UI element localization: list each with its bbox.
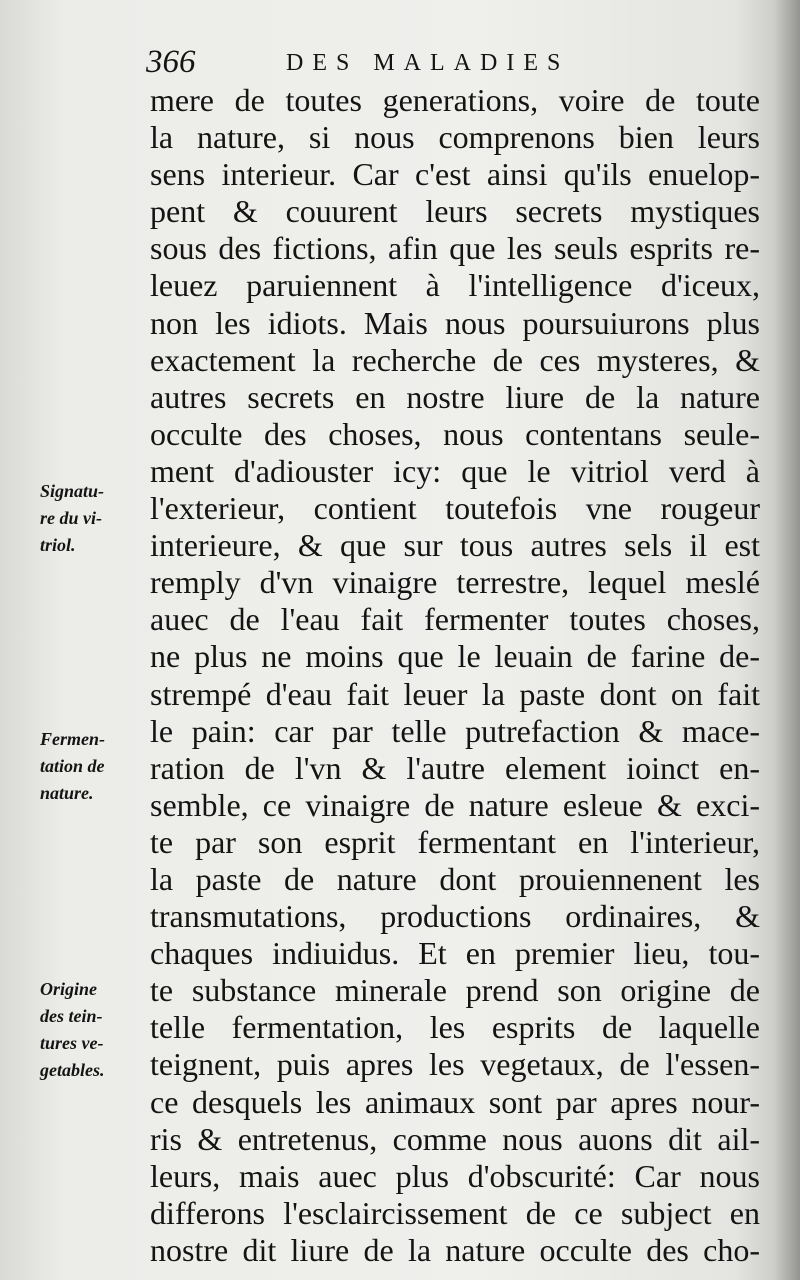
text-line: chaques indiuidus. Et en premier lieu, tou-: [150, 935, 760, 972]
text-line: teignent, puis apres les vegetaux, de l'essen-: [150, 1046, 760, 1083]
margin-note-line: tures ve-: [40, 1033, 104, 1053]
text-line: transmutations, productions ordinaires, &: [150, 898, 760, 935]
text-line: strempé d'eau fait leuer la paste dont on fait: [150, 675, 760, 712]
margin-note-line: getables.: [40, 1060, 105, 1080]
margin-note-line: Origine: [40, 979, 98, 999]
text-line: ne plus ne moins que le leuain de farine de-: [150, 638, 760, 675]
text-line: la paste de nature dont prouiennenent les: [150, 860, 760, 897]
text-line: telle fermentation, les esprits de laquelle: [150, 1009, 760, 1046]
margin-note-line: re du vi-: [40, 508, 102, 528]
margin-note-line: des tein-: [40, 1006, 103, 1026]
page-edge-shadow: [774, 0, 800, 1280]
text-line: la nature, si nous comprenons bien leurs: [150, 119, 760, 156]
text-line: sens interieur. Car c'est ainsi qu'ils enuelop-: [150, 156, 760, 193]
running-head: DES MALADIES: [286, 50, 570, 76]
margin-note-line: Fermen-: [40, 729, 105, 749]
text-line: mere de toutes generations, voire de toute: [150, 82, 760, 118]
page-number: 366: [146, 44, 196, 80]
text-line: leuez paruiennent à l'intelligence d'iceux,: [150, 267, 760, 304]
text-line: interieure, & que sur tous autres sels il est: [150, 527, 760, 564]
text-line: sous des fictions, afin que les seuls esprits re-: [150, 230, 760, 267]
text-line: remply d'vn vinaigre terrestre, lequel meslé: [150, 564, 760, 601]
margin-note-fermentation: [40, 726, 158, 807]
text-line: ce desquels les animaux sont par apres nour-: [150, 1083, 760, 1120]
text-line: exactement la recherche de ces mysteres, &: [150, 341, 760, 378]
text-line: occulte des choses, nous contentans seule-: [150, 415, 760, 452]
text-line: pent & couurent leurs secrets mystiques: [150, 193, 760, 230]
text-line: le pain: car par telle putrefaction & mace-: [150, 712, 760, 749]
text-line: differons l'esclaircissement de ce subject en: [150, 1194, 760, 1231]
text-line: l'exterieur, contient toutefois vne rougeur: [150, 490, 760, 527]
margin-note-line: Signatu-: [40, 481, 105, 501]
text-line: ment d'adiouster icy: que le vitriol verd à: [150, 452, 760, 489]
text-line: non les idiots. Mais nous poursuiurons plus: [150, 304, 760, 341]
text-line: nostre dit liure de la nature occulte des cho-: [150, 1231, 760, 1268]
text-line: autres secrets en nostre liure de la nature: [150, 378, 760, 415]
body-text: [150, 82, 760, 1269]
margin-note-signature-vitriol: [40, 478, 158, 559]
text-line: ration de l'vn & l'autre element ioinct en-: [150, 749, 760, 786]
text-line: leurs, mais auec plus d'obscurité: Car nous: [150, 1157, 760, 1194]
margin-note-line: triol.: [40, 535, 76, 555]
text-line: auec de l'eau fait fermenter toutes choses,: [150, 601, 760, 638]
margin-note-line: tation de: [40, 756, 105, 776]
text-line: te par son esprit fermentant en l'interieur,: [150, 823, 760, 860]
page-header: [146, 44, 746, 84]
margin-note-line: nature.: [40, 783, 94, 803]
text-line: semble, ce vinaigre de nature esleue & exci-: [150, 786, 760, 823]
text-line: ris & entretenus, comme nous auons dit ail-: [150, 1120, 760, 1157]
text-line: te substance minerale prend son origine de: [150, 972, 760, 1009]
margin-note-origin-tinctures: [40, 976, 158, 1084]
